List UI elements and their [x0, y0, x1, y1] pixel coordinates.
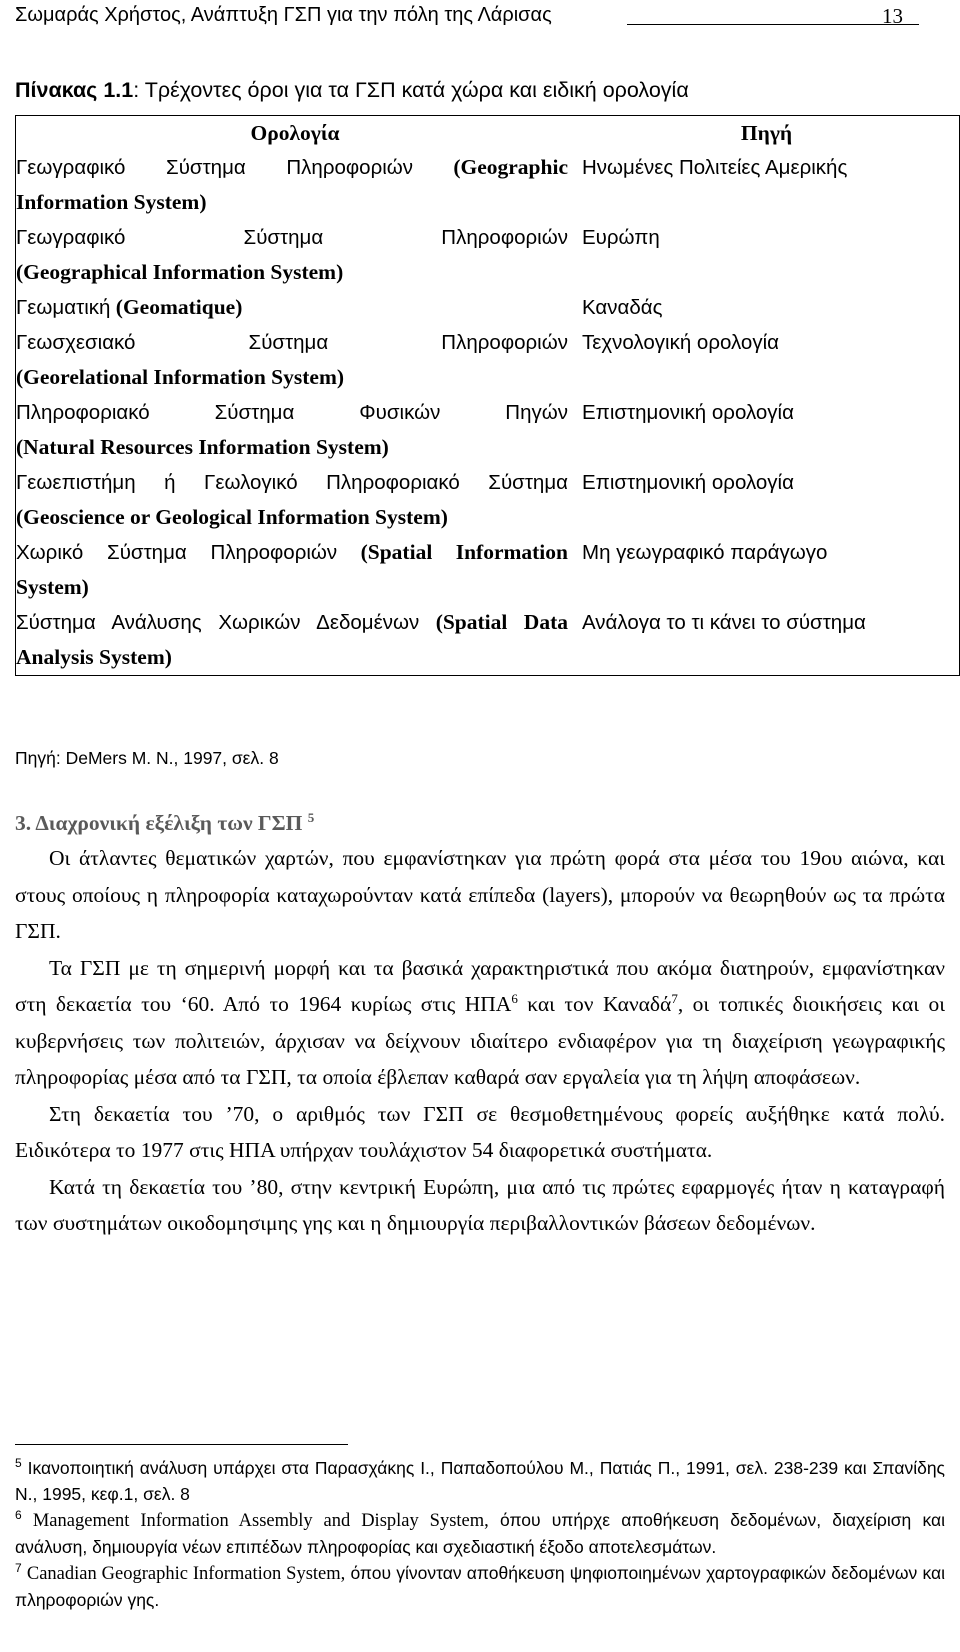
- source-cell: Τεχνολογική ορολογία: [582, 331, 779, 354]
- term-english: (Geographical Information System): [16, 260, 344, 284]
- source-cell: Ανάλογα το τι κάνει το σύστημα: [582, 611, 866, 634]
- term-english: (Georelational Information System): [16, 365, 345, 389]
- term-cell: [16, 605, 575, 676]
- paragraph-3: Στη δεκαετία του ’70, ο αριθμός των ΓΣΠ σε θεσμοθετημένους φορείς αυξήθηκε κατά πολύ. Ειδικότερα το 1977 στις ΗΠΑ υπήρχαν τουλάχιστον 54 διαφορετικά συστήματα.: [15, 1101, 945, 1162]
- terminology-table: [15, 115, 960, 676]
- term-english: (Natural Resources Information System): [16, 435, 389, 459]
- paragraph-2-part-c: , οι τοπικές διοικήσεις και οι κυβερνήσεις των πολιτειών, άρχισαν να δείχνουν ιδιαίτερο ενδιαφέρον για τη διαχείριση γεωγραφικής πληροφορίας μέσα από τα ΓΣΠ, τα οποία έβλεπαν καθαρά σαν εργαλεία για τη λήψη αποφάσεων.: [15, 992, 945, 1089]
- table-row: [16, 150, 960, 220]
- source-cell: Επιστημονική ορολογία: [582, 401, 794, 424]
- paragraph-4: Κατά τη δεκαετία του ’80, στην κεντρική Ευρώπη, μια από τις πρώτες εφαρμογές ήταν η καταγραφή των συστημάτων οικοδομησιμης γης και η δημιουργία περιβαλλοντικών βάσεων δεδομένων.: [15, 1174, 945, 1235]
- table-caption: [15, 78, 689, 103]
- source-cell: Ευρώπη: [582, 226, 660, 249]
- term-cell: [16, 150, 575, 220]
- footnote-text-english: Management Information Assembly and Display System,: [32, 1511, 489, 1531]
- term-cell: [16, 290, 575, 325]
- column-header-terminology: Ορολογία: [250, 121, 340, 145]
- term-greek: Χωρικό Σύστημα Πληροφοριών: [16, 541, 338, 564]
- source-cell: Ηνωμένες Πολιτείες Αμερικής: [582, 156, 848, 179]
- footnote-ref-5: 5: [307, 810, 315, 825]
- table-row: [16, 220, 960, 290]
- source-cell: Μη γεωγραφικό παράγωγο: [582, 541, 828, 564]
- term-cell: [16, 220, 575, 290]
- table-header-row: [16, 116, 960, 151]
- source-cell: Καναδάς: [582, 296, 663, 319]
- table-row: [16, 605, 960, 676]
- running-header: [15, 4, 905, 34]
- page-number: 13: [882, 4, 903, 28]
- footnote-6: [15, 1507, 945, 1560]
- term-english: (Spatial Information System): [16, 540, 568, 599]
- table-caption-text: : Τρέχοντες όροι για τα ΓΣΠ κατά χώρα και ειδική ορολογία: [133, 78, 689, 102]
- footnote-ref-6: 6: [511, 990, 518, 1006]
- section-body: [15, 840, 945, 1242]
- running-title: Σωμαράς Χρήστος, Ανάπτυξη ΓΣΠ για την πόλη της Λάρισας: [15, 4, 552, 26]
- paragraph-2-part-a: Τα ΓΣΠ με τη σημερινή μορφή και τα βασικά χαρακτηριστικά που ακόμα διατηρούν, εμφανίστηκαν στη δεκαετία του ‘60. Από το 1964 κυρίως στις ΗΠΑ: [15, 955, 945, 1016]
- source-cell: Επιστημονική ορολογία: [582, 471, 794, 494]
- term-english: (Geoscience or Geological Information System): [16, 505, 448, 529]
- footnotes: [15, 1455, 945, 1613]
- term-cell: [16, 325, 575, 395]
- term-greek: Γεωγραφικό Σύστημα Πληροφοριών: [16, 156, 414, 179]
- term-english: (Spatial Data Analysis System): [16, 610, 568, 669]
- footnote-text: Ικανοποιητική ανάλυση υπάρχει στα Παρασχάκης Ι., Παπαδοπούλου Μ., Πατιάς Π., 1991, σελ. 238-239 και Σπανίδης Ν., 1995, κεφ.1, σελ. 8: [15, 1458, 945, 1504]
- table-row: [16, 325, 960, 395]
- paragraph-2-part-b: και τον Καναδά: [517, 992, 672, 1016]
- term-greek: Πληροφοριακό Σύστημα Φυσικών Πηγών: [16, 401, 568, 424]
- footnote-text-english: Canadian Geographic Information System,: [26, 1564, 346, 1584]
- term-greek: Γεωσχεσιακό Σύστημα Πληροφοριών: [16, 331, 568, 354]
- paragraph-1: Οι άτλαντες θεματικών χαρτών, που εμφανίστηκαν για πρώτη φορά στα μέσα του 19ου αιώνα, και στους οποίους η πληροφορία καταχωρούνταν κατά επίπεδα (layers), μπορούν να θεωρηθούν ως τα πρώτα ΓΣΠ.: [15, 846, 945, 943]
- footnote-ref-7: 7: [671, 990, 678, 1006]
- footnote-7: [15, 1560, 945, 1613]
- table-row: [16, 290, 960, 325]
- term-english: (Geomatique): [115, 295, 243, 319]
- term-cell: [16, 535, 575, 605]
- table-row: [16, 395, 960, 465]
- term-greek: Σύστημα Ανάλυσης Χωρικών Δεδομένων: [16, 611, 420, 634]
- table-source-note: Πηγή: DeMers M. N., 1997, σελ. 8: [15, 748, 279, 768]
- table-caption-label: Πίνακας 1.1: [15, 78, 134, 102]
- term-cell: [16, 395, 575, 465]
- section-heading: [15, 810, 314, 836]
- table-row: [16, 465, 960, 535]
- term-greek: Γεωεπιστήμη ή Γεωλογικό Πληροφοριακό Σύστημα: [16, 471, 568, 494]
- footnote-5: [15, 1455, 945, 1507]
- table-row: [16, 535, 960, 605]
- header-rule: [627, 24, 919, 25]
- footnote-text: όπου γίνονταν αποθήκευση ψηφιοποιημένων χαρτογραφικών δεδομένων και πληροφοριών γης.: [15, 1563, 945, 1610]
- footnote-mark: 5: [15, 1456, 22, 1471]
- term-cell: [16, 465, 575, 535]
- footnote-mark: 6: [15, 1508, 22, 1523]
- footnote-separator: [15, 1444, 348, 1445]
- term-greek: Γεωγραφικό Σύστημα Πληροφοριών: [16, 226, 568, 249]
- column-header-source: Πηγή: [740, 121, 793, 145]
- footnote-mark: 7: [15, 1561, 22, 1576]
- term-greek: Γεωματική: [16, 296, 111, 319]
- section-heading-text: 3. Διαχρονική εξέλιξη των ΓΣΠ: [15, 811, 303, 836]
- term-english: (Geographic Information System): [16, 155, 568, 214]
- footnote-text: όπου υπήρχε αποθήκευση δεδομένων, διαχείριση και ανάλυση, δημιουργία νέων επιπέδων πληροφορίας και σχεδιαστική έξοδο αποτελεσμάτων.: [15, 1510, 945, 1557]
- paragraph-2: [15, 950, 945, 1096]
